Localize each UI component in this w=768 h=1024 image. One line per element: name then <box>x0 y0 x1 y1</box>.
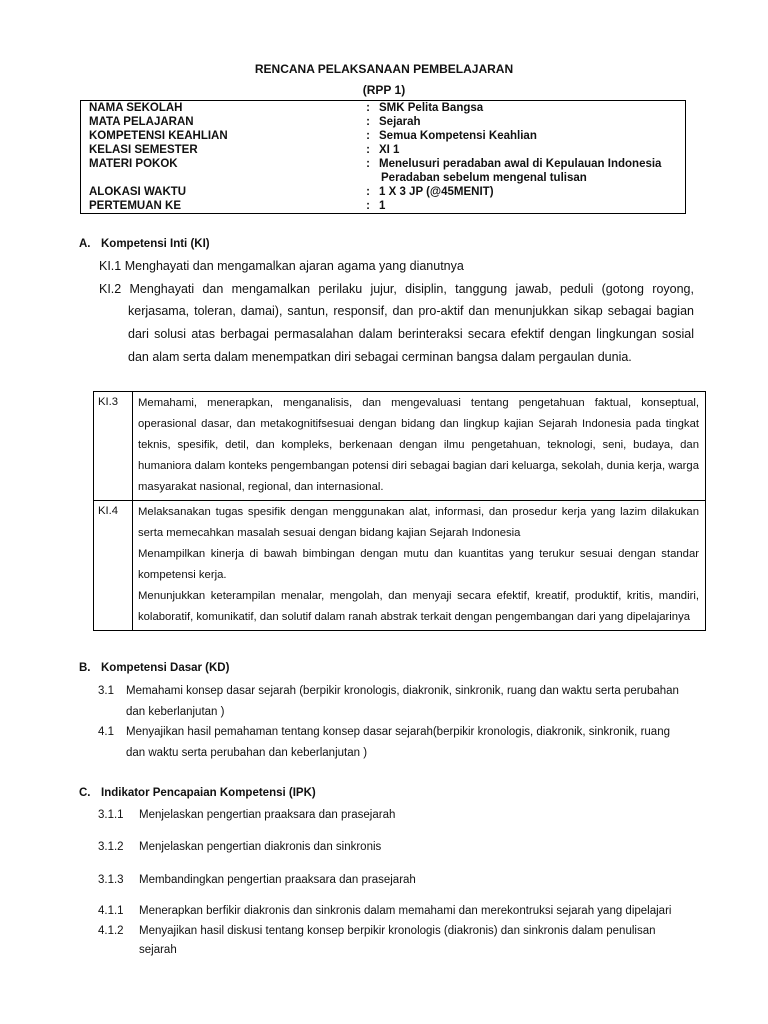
info-label: MATA PELAJARAN <box>89 116 194 128</box>
ipk-item <box>98 902 694 921</box>
info-label: NAMA SEKOLAH <box>89 102 183 114</box>
ki-list <box>99 255 694 369</box>
ki-table-row <box>94 501 706 631</box>
section-letter: C. <box>79 787 91 799</box>
section-a-heading <box>79 238 210 250</box>
ipk-number: 3.1.2 <box>98 841 124 853</box>
info-separator: : <box>366 144 370 156</box>
info-value: XI 1 <box>379 144 400 156</box>
info-separator: : <box>366 130 370 142</box>
info-label: KELASI SEMESTER <box>89 144 198 156</box>
info-value-line: Peradaban sebelum mengenal tulisan <box>381 172 587 184</box>
ipk-text: Menjelaskan pengertian praaksara dan prasejarah <box>139 809 396 821</box>
school-info-table <box>80 100 686 214</box>
info-label: KOMPETENSI KEAHLIAN <box>89 130 228 142</box>
section-letter: B. <box>79 662 91 674</box>
info-separator: : <box>366 116 370 128</box>
ipk-item <box>98 871 694 890</box>
ipk-item <box>98 806 694 825</box>
ipk-text: Menerapkan berfikir diakronis dan sinkronis dalam memahami dan merekontruksi sejarah yang dipelajari <box>139 905 672 917</box>
ipk-text: Menjelaskan pengertian diakronis dan sinkronis <box>139 841 382 853</box>
ipk-number: 3.1.3 <box>98 874 124 886</box>
ki-paragraph: Menunjukkan keterampilan menalar, mengolah, dan menyaji secara efektif, kreatif, produktif, kritis, mandiri, kolaboratif, komunikatif, dan solutif dalam ranah abstrak terkait dengan pengembangan dari yang dipelajarinya <box>138 590 699 623</box>
ki-description <box>133 501 706 631</box>
info-separator: : <box>366 102 370 114</box>
section-c-heading <box>79 787 316 799</box>
info-row <box>81 199 686 214</box>
kd-list <box>98 681 694 763</box>
ki-code: KI.3 <box>94 392 133 501</box>
info-separator: : <box>366 158 370 170</box>
kd-text-continued: dan waktu serta perubahan dan keberlanjutan ) <box>126 746 368 759</box>
info-label: MATERI POKOK <box>89 158 178 170</box>
info-row <box>81 129 686 143</box>
ipk-text: Menyajikan hasil diskusi tentang konsep berpikir kronologis (diakronis) dan sinkronis dalam penulisan <box>139 925 656 937</box>
info-row <box>81 101 686 116</box>
ipk-text-continued: sejarah <box>139 944 177 956</box>
info-value: 1 X 3 JP (@45MENIT) <box>379 186 494 198</box>
document-subtitle: (RPP 1) <box>362 83 406 97</box>
section-b-heading <box>79 662 229 674</box>
ipk-number: 4.1.1 <box>98 905 124 917</box>
section-title: Kompetensi Inti (KI) <box>101 238 210 250</box>
kd-number: 3.1 <box>98 685 114 697</box>
info-separator: : <box>366 186 370 198</box>
ki-paragraph: Menampilkan kinerja di bawah bimbingan dengan mutu dan kuantitas yang terukur sesuai dengan standar kompetensi kerja. <box>138 548 699 581</box>
section-letter: A. <box>79 238 91 250</box>
ipk-number: 4.1.2 <box>98 925 124 937</box>
ki-paragraph: Memahami, menerapkan, menganalisis, dan mengevaluasi tentang pengetahuan faktual, konseptual, operasional dasar, dan metakognitifsesuai dengan bidang dan lingkup kajian Sejarah Indonesia pada tingkat teknis, spesifik, detil, dan kompleks, berkenaan dengan ilmu pengetahuan, teknologi, seni, budaya, dan humaniora dalam konteks pengembangan potensi diri sebagai bagian dari keluarga, sekolah, dunia kerja, warga masyarakat nasional, regional, dan internasional. <box>138 397 699 493</box>
ki1-text: KI.1 Menghayati dan mengamalkan ajaran agama yang dianutnya <box>99 259 464 273</box>
ki-code: KI.4 <box>94 501 133 631</box>
kd-text: Memahami konsep dasar sejarah (berpikir kronologis, diakronik, sinkronik, ruang dan waktu serta perubahan <box>126 685 679 697</box>
info-value: SMK Pelita Bangsa <box>379 102 484 114</box>
section-title: Indikator Pencapaian Kompetensi (IPK) <box>101 787 316 799</box>
document-title: RENCANA PELAKSANAAN PEMBELAJARAN <box>254 62 514 76</box>
ki-table-row <box>94 392 706 501</box>
ipk-item <box>98 922 694 960</box>
info-label: PERTEMUAN KE <box>89 200 182 212</box>
ipk-text: Membandingkan pengertian praaksara dan prasejarah <box>139 874 416 886</box>
info-row <box>81 143 686 157</box>
info-row <box>81 157 686 185</box>
info-value: Sejarah <box>379 116 421 128</box>
kd-item <box>98 681 694 722</box>
info-row <box>81 185 686 199</box>
ipk-number: 3.1.1 <box>98 809 124 821</box>
ipk-item <box>98 838 694 857</box>
kd-text-continued: dan keberlanjutan ) <box>126 705 225 718</box>
ki2-text: KI.2 Menghayati dan mengamalkan perilaku jujur, disiplin, tanggung jawab, peduli (gotong royong, kerjasama, toleran, damai), santun, responsif, dan pro-aktif dan menunjukkan sikap sebagai bagian dari solusi atas berbagai permasalahan dalam berinteraksi secara efektif dengan lingkungan sosial dan alam serta dalam menempatkan diri sebagai cerminan bangsa dalam pergaulan dunia. <box>99 281 694 364</box>
ki-description <box>133 392 706 501</box>
kd-number: 4.1 <box>98 726 114 738</box>
info-value-line: Menelusuri peradaban awal di Kepulauan Indonesia <box>379 158 662 170</box>
ki-paragraph: Melaksanakan tugas spesifik dengan menggunakan alat, informasi, dan prosedur kerja yang lazim dilakukan serta memecahkan masalah sesuai dengan bidang kajian Sejarah Indonesia <box>138 506 699 539</box>
section-title: Kompetensi Dasar (KD) <box>101 662 230 674</box>
kd-item <box>98 722 694 763</box>
kd-text: Menyajikan hasil pemahaman tentang konsep dasar sejarah(berpikir kronologis, diakronik, sinkronik, ruang <box>126 726 670 738</box>
ki-table <box>93 391 706 631</box>
info-row <box>81 115 686 129</box>
info-label: ALOKASI WAKTU <box>89 186 187 198</box>
info-value: 1 <box>379 200 386 212</box>
info-separator: : <box>366 200 370 212</box>
info-value <box>377 157 686 185</box>
info-value: Semua Kompetensi Keahlian <box>379 130 537 142</box>
